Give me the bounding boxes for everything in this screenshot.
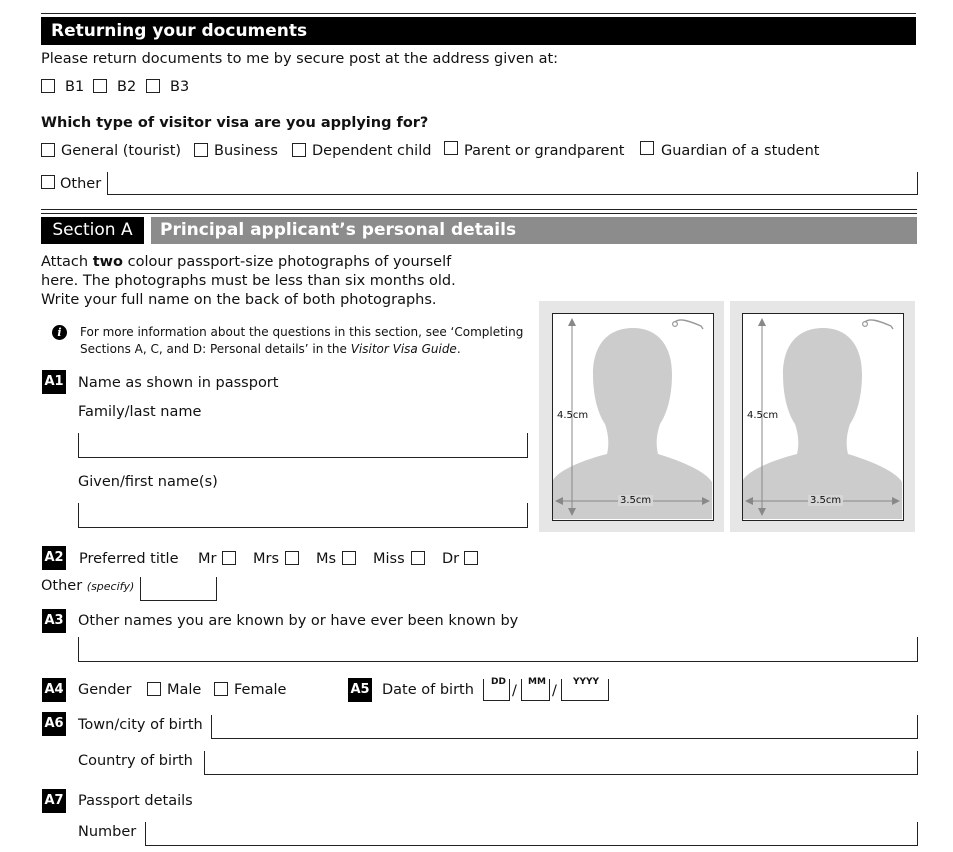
dr-checkbox[interactable] (464, 551, 478, 565)
mr-label: Mr (198, 551, 217, 567)
business-checkbox[interactable] (194, 143, 208, 157)
dob-year-caption: YYYY (573, 677, 600, 687)
section-a-title: Principal applicant’s personal details (151, 217, 917, 244)
photo-1-height-label: 4.5cm (557, 410, 589, 421)
photo-frame-2[interactable] (742, 313, 904, 521)
male-label: Male (167, 682, 202, 698)
parent-grandparent-label: Parent or grandparent (464, 143, 625, 159)
ms-label: Ms (316, 551, 337, 567)
photo-frame-1[interactable] (552, 313, 714, 521)
b1-checkbox[interactable] (41, 79, 55, 93)
miss-checkbox[interactable] (411, 551, 425, 565)
section-rule (41, 209, 917, 210)
dob-separator-1: / (512, 683, 517, 699)
dr-label: Dr (442, 551, 460, 567)
given-name-input[interactable] (78, 503, 528, 528)
other-visa-checkbox[interactable] (41, 175, 55, 189)
gender-label: Gender (78, 682, 132, 698)
female-label: Female (234, 682, 287, 698)
mr-checkbox[interactable] (222, 551, 236, 565)
dob-separator-2: / (552, 683, 557, 699)
photo-2-width-label: 3.5cm (810, 495, 842, 506)
guardian-student-label: Guardian of a student (661, 143, 820, 159)
miss-label: Miss (373, 551, 405, 567)
b1-label: B1 (65, 79, 85, 95)
country-of-birth-input[interactable] (204, 751, 918, 775)
passport-number-label: Number (78, 824, 137, 840)
dependent-child-checkbox[interactable] (292, 143, 306, 157)
given-name-label: Given/first name(s) (78, 474, 218, 490)
returning-instruction: Please return documents to me by secure post at the address given at: (41, 51, 559, 67)
photo-instruction-line-3: Write your full name on the back of both photographs. (41, 292, 437, 308)
returning-documents-heading: Returning your documents (41, 17, 916, 45)
other-title-input[interactable] (140, 577, 217, 601)
a3-label: Other names you are known by or have ever been known by (78, 613, 519, 629)
female-checkbox[interactable] (214, 682, 228, 696)
mrs-checkbox[interactable] (285, 551, 299, 565)
other-title-label: Other (specify) (41, 578, 135, 594)
dob-label: Date of birth (382, 682, 474, 698)
passport-number-input[interactable] (145, 822, 918, 846)
family-name-label: Family/last name (78, 404, 202, 420)
other-names-input[interactable] (78, 637, 918, 662)
b3-label: B3 (170, 79, 190, 95)
section-rule-2 (41, 213, 917, 214)
dependent-child-label: Dependent child (312, 143, 432, 159)
info-note-line-2: Sections A, C, and D: Personal details’ in the Visitor Visa Guide. (80, 342, 461, 356)
question-number-a6: A6 (42, 712, 66, 736)
visa-type-question: Which type of visitor visa are you applying for? (41, 115, 429, 131)
section-a-label: Section A (41, 217, 144, 244)
question-number-a2: A2 (42, 546, 66, 570)
mrs-label: Mrs (253, 551, 280, 567)
b2-checkbox[interactable] (93, 79, 107, 93)
dob-month-caption: MM (528, 677, 546, 687)
general-tourist-checkbox[interactable] (41, 143, 55, 157)
question-number-a5: A5 (348, 678, 372, 702)
b2-label: B2 (117, 79, 137, 95)
business-label: Business (214, 143, 278, 159)
ms-checkbox[interactable] (342, 551, 356, 565)
a2-label: Preferred title (79, 551, 179, 567)
a1-label: Name as shown in passport (78, 375, 279, 391)
top-rule (41, 13, 916, 14)
dob-day-caption: DD (491, 677, 506, 687)
general-tourist-label: General (tourist) (61, 143, 182, 159)
other-visa-label: Other (60, 176, 102, 192)
question-number-a7: A7 (42, 789, 66, 813)
town-of-birth-label: Town/city of birth (78, 717, 203, 733)
country-of-birth-label: Country of birth (78, 753, 193, 769)
photo-1-width-label: 3.5cm (620, 495, 652, 506)
family-name-input[interactable] (78, 433, 528, 458)
guardian-student-checkbox[interactable] (640, 141, 654, 155)
b3-checkbox[interactable] (146, 79, 160, 93)
info-note-line-1: For more information about the questions in this section, see ‘Completing (80, 325, 524, 339)
info-icon: i (52, 325, 67, 340)
parent-grandparent-checkbox[interactable] (444, 141, 458, 155)
question-number-a4: A4 (42, 678, 66, 702)
passport-details-label: Passport details (78, 793, 193, 809)
male-checkbox[interactable] (147, 682, 161, 696)
question-number-a3: A3 (42, 609, 66, 633)
photo-instruction-line-1: Attach two colour passport-size photographs of yourself (41, 254, 452, 270)
photo-2-height-label: 4.5cm (747, 410, 779, 421)
question-number-a1: A1 (42, 370, 66, 394)
other-visa-input[interactable] (107, 172, 918, 195)
photo-instruction-line-2: here. The photographs must be less than six months old. (41, 273, 456, 289)
town-of-birth-input[interactable] (211, 715, 918, 739)
